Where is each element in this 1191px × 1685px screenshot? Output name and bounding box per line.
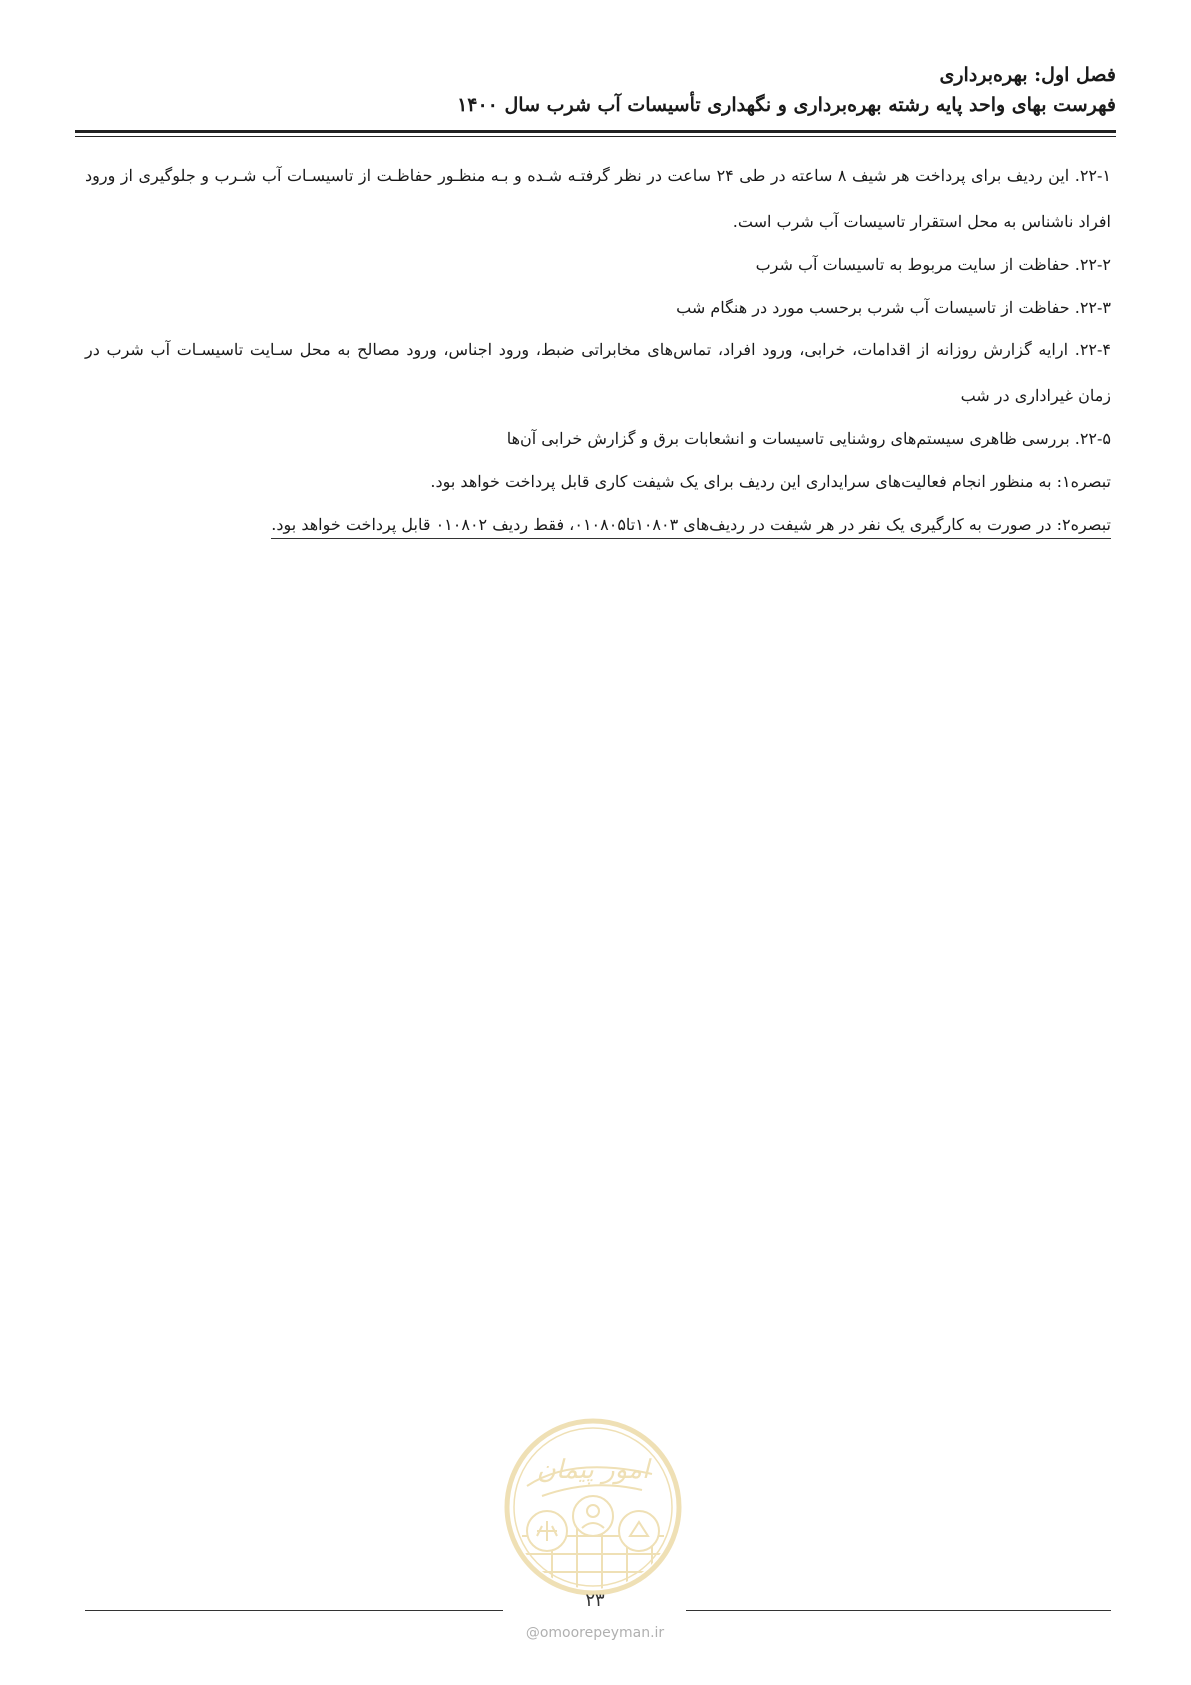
- paragraph-22-4: ۲۲-۴. ارایه گزارش روزانه از اقدامات، خرابی، ورود افراد، تماس‌های مخابراتی ضبط، ورود اجناس، ورود مصالح به محل سـایت تاسیسـات آب شرب در زمان غیراداری در شب: [85, 340, 1111, 405]
- chapter-title: فصل اول: بهره‌برداری: [939, 64, 1116, 86]
- paragraph-22-3: ۲۲-۳. حفاظت از تاسیسات آب شرب برحسب مورد در هنگام شب: [676, 298, 1111, 317]
- omoorepeyman-logo-watermark: [502, 1416, 684, 1598]
- header-rule-thick: [75, 130, 1116, 133]
- website-watermark: @omoorepeyman.ir: [525, 1625, 665, 1641]
- footer-rule-right: [686, 1610, 1111, 1611]
- page-number: ۲۳: [585, 1590, 605, 1611]
- header-rule-thin: [75, 136, 1116, 137]
- paragraph-22-5: ۲۲-۵. بررسی ظاهری سیستم‌های روشنایی تاسیسات و انشعابات برق و گزارش خرابی آن‌ها: [506, 429, 1111, 448]
- paragraph-22-1: ۲۲-۱. این ردیف برای پرداخت هر شیف ۸ ساعته در طی ۲۴ ساعت در نظر گرفتـه شـده و بـه منظـور حفاظـت از تاسیسـات آب شـرب و جلوگیری از ورود افراد ناشناس به محل استقرار تاسیسات آب شرب است.: [85, 166, 1111, 231]
- page-body: [85, 165, 1111, 559]
- document-subtitle: فهرست بهای واحد پایه رشته بهره‌برداری و نگهداری تأسیسات آب شرب سال ۱۴۰۰: [457, 94, 1116, 116]
- note-1: تبصره۱: به منظور انجام فعالیت‌های سرایداری این ردیف برای یک شیفت کاری قابل پرداخت خواهد بود.: [430, 472, 1111, 491]
- note-2: تبصره۲: در صورت به کارگیری یک نفر در هر شیفت در ردیف‌های ۱۰۸۰۳تا۰۱۰۸۰۵، فقط ردیف ۰۱۰۸۰۲ قابل پرداخت خواهد بود.: [271, 513, 1111, 539]
- logo-text: امور پیمان: [536, 1455, 650, 1485]
- page-header: [75, 60, 1116, 120]
- paragraph-22-2: ۲۲-۲. حفاظت از سایت مربوط به تاسیسات آب شرب: [755, 255, 1111, 274]
- footer-rule-left: [85, 1610, 503, 1611]
